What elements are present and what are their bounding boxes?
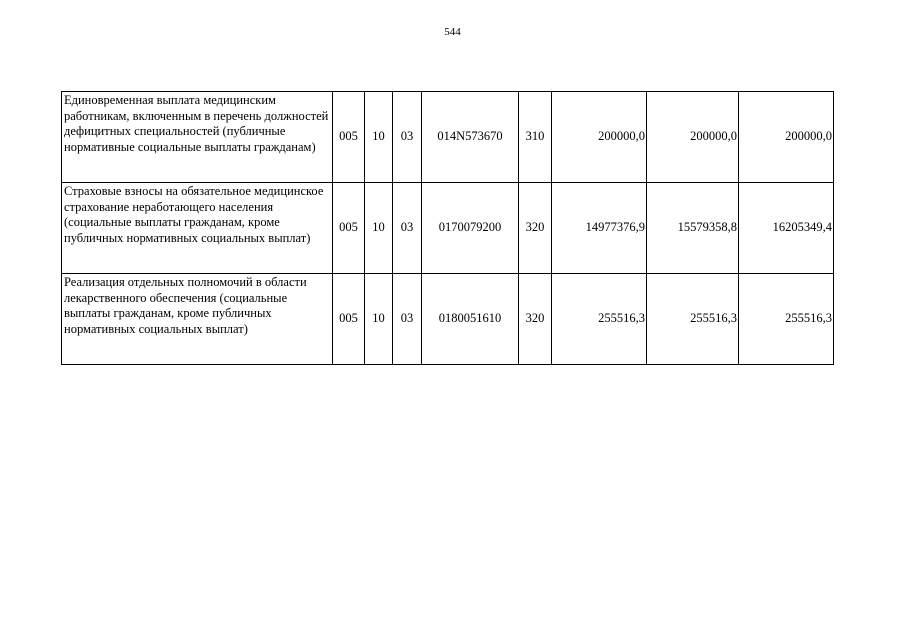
ministry-code-cell: 005	[333, 92, 365, 183]
section-code-cell: 10	[365, 274, 393, 365]
section-code-cell: 10	[365, 92, 393, 183]
amount-year-3-cell: 200000,0	[739, 92, 834, 183]
table-row	[62, 92, 834, 183]
amount-year-2-cell: 200000,0	[647, 92, 739, 183]
amount-year-1-cell: 14977376,9	[552, 183, 647, 274]
amount-year-1-cell: 255516,3	[552, 274, 647, 365]
amount-year-3-cell: 16205349,4	[739, 183, 834, 274]
section-code-cell: 10	[365, 183, 393, 274]
page-number: 544	[444, 26, 461, 38]
target-article-cell: 014N573670	[422, 92, 519, 183]
expense-type-cell: 320	[519, 183, 552, 274]
expense-type-cell: 310	[519, 92, 552, 183]
expense-name-cell: Единовременная выплата медицинским работникам, включенным в перечень должностей дефицитных специальностей (публичные нормативные социальные выплаты гражданам)	[62, 92, 333, 183]
amount-year-3-cell: 255516,3	[739, 274, 834, 365]
amount-year-2-cell: 255516,3	[647, 274, 739, 365]
target-article-cell: 0170079200	[422, 183, 519, 274]
subsection-code-cell: 03	[393, 183, 422, 274]
subsection-code-cell: 03	[393, 92, 422, 183]
table-row	[62, 274, 834, 365]
subsection-code-cell: 03	[393, 274, 422, 365]
expense-type-cell: 320	[519, 274, 552, 365]
amount-year-1-cell: 200000,0	[552, 92, 647, 183]
expense-name-cell: Страховые взносы на обязательное медицинское страхование неработающего населения (социальные выплаты гражданам, кроме публичных нормативных социальных выплат)	[62, 183, 333, 274]
table-row	[62, 183, 834, 274]
ministry-code-cell: 005	[333, 274, 365, 365]
target-article-cell: 0180051610	[422, 274, 519, 365]
budget-table	[61, 91, 834, 365]
ministry-code-cell: 005	[333, 183, 365, 274]
expense-name-cell: Реализация отдельных полномочий в области лекарственного обеспечения (социальные выплаты гражданам, кроме публичных нормативных социальных выплат)	[62, 274, 333, 365]
amount-year-2-cell: 15579358,8	[647, 183, 739, 274]
